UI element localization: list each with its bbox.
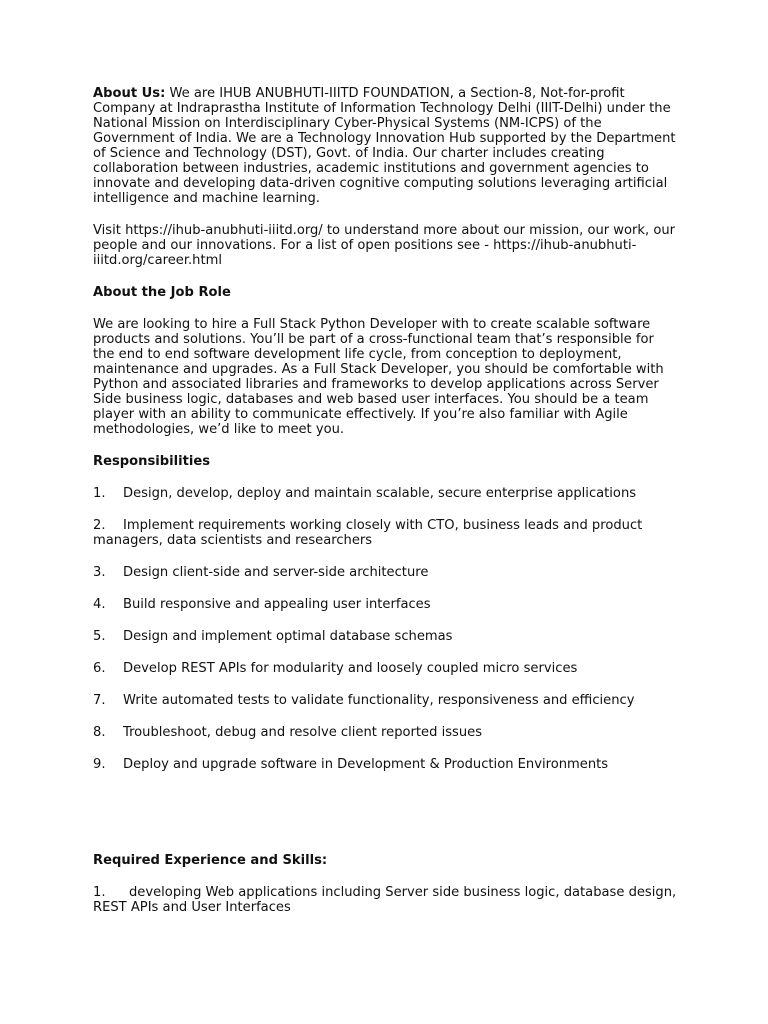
job-role-paragraph: We are looking to hire a Full Stack Python Developer with to create scalable software products and solutions. You’ll be part of a cross-functional team that’s responsible for the end to end software development life cycle, from conception to deployment, maintenance and upgrades. As a Full Stack Developer, you should be comfortable with Python and associated libraries and frameworks to develop applications across Server Side business logic, databases and web based user interfaces. You should be a team player with an ability to communicate effectively. If you’re also familiar with Agile methodologies, we’d like to meet you.: [93, 317, 664, 437]
visit-paragraph: Visit https://ihub-anubhuti-iiitd.org/ to understand more about our mission, our work, our people and our innovations. For a list of open positions see - https://ihub-anubhuti-iiitd.org/career.html: [93, 223, 676, 268]
list-item: [93, 661, 677, 676]
list-item-text: Deploy and upgrade software in Development & Production Environments: [123, 757, 609, 772]
about-us-text: We are IHUB ANUBHUTI-IIITD FOUNDATION, a Section-8, Not-for-profit Company at Indraprastha Institute of Information Technology Delhi (IIIT-Delhi) under the National Mission on Interdisciplinary Cyber-Physical Systems (NM-ICPS) of the Government of India. We are a Technology Innovation Hub supported by the Department of Science and Technology (DST), Govt. of India. Our charter includes creating collaboration between industries, academic institutions and government agencies to innovate and developing data-driven cognitive computing solutions leveraging artificial intelligence and machine learning.: [93, 86, 676, 206]
list-item: [93, 693, 677, 708]
list-item: [93, 565, 677, 580]
about-us-paragraph: [93, 86, 677, 206]
list-item: [93, 629, 677, 644]
list-item-text: Troubleshoot, debug and resolve client reported issues: [123, 725, 483, 740]
list-item-number: 1.: [93, 486, 106, 501]
list-item: [93, 518, 677, 548]
list-item-text: Design, develop, deploy and maintain scalable, secure enterprise applications: [123, 486, 637, 501]
list-item-number: 5.: [93, 629, 106, 644]
list-item-text: Design client-side and server-side architecture: [123, 565, 429, 580]
list-item-number: 3.: [93, 565, 106, 580]
list-item: [93, 885, 677, 915]
list-item-number: 7.: [93, 693, 106, 708]
list-item-number: 8.: [93, 725, 106, 740]
list-item: [93, 486, 677, 501]
document-body: [93, 86, 677, 915]
list-item-number: 9.: [93, 757, 106, 772]
list-item-text: Design and implement optimal database schemas: [123, 629, 453, 644]
skills-heading: Required Experience and Skills:: [93, 853, 328, 868]
list-item: [93, 597, 677, 612]
job-role-heading: About the Job Role: [93, 285, 231, 300]
list-item-text: Implement requirements working closely with CTO, business leads and product managers, data scientists and researchers: [93, 518, 643, 548]
list-item-number: 1.: [93, 885, 106, 900]
list-item-number: 6.: [93, 661, 106, 676]
list-item: [93, 757, 677, 772]
about-us-label: About Us:: [93, 86, 166, 101]
list-item-text: developing Web applications including Server side business logic, database design, REST APIs and User Interfaces: [93, 885, 677, 915]
list-item-text: Write automated tests to validate functionality, responsiveness and efficiency: [123, 693, 635, 708]
list-item-text: Build responsive and appealing user interfaces: [123, 597, 431, 612]
list-item-number: 2.: [93, 518, 106, 533]
list-item-text: Develop REST APIs for modularity and loosely coupled micro services: [123, 661, 578, 676]
responsibilities-heading: Responsibilities: [93, 454, 210, 469]
list-item: [93, 725, 677, 740]
list-item-number: 4.: [93, 597, 106, 612]
